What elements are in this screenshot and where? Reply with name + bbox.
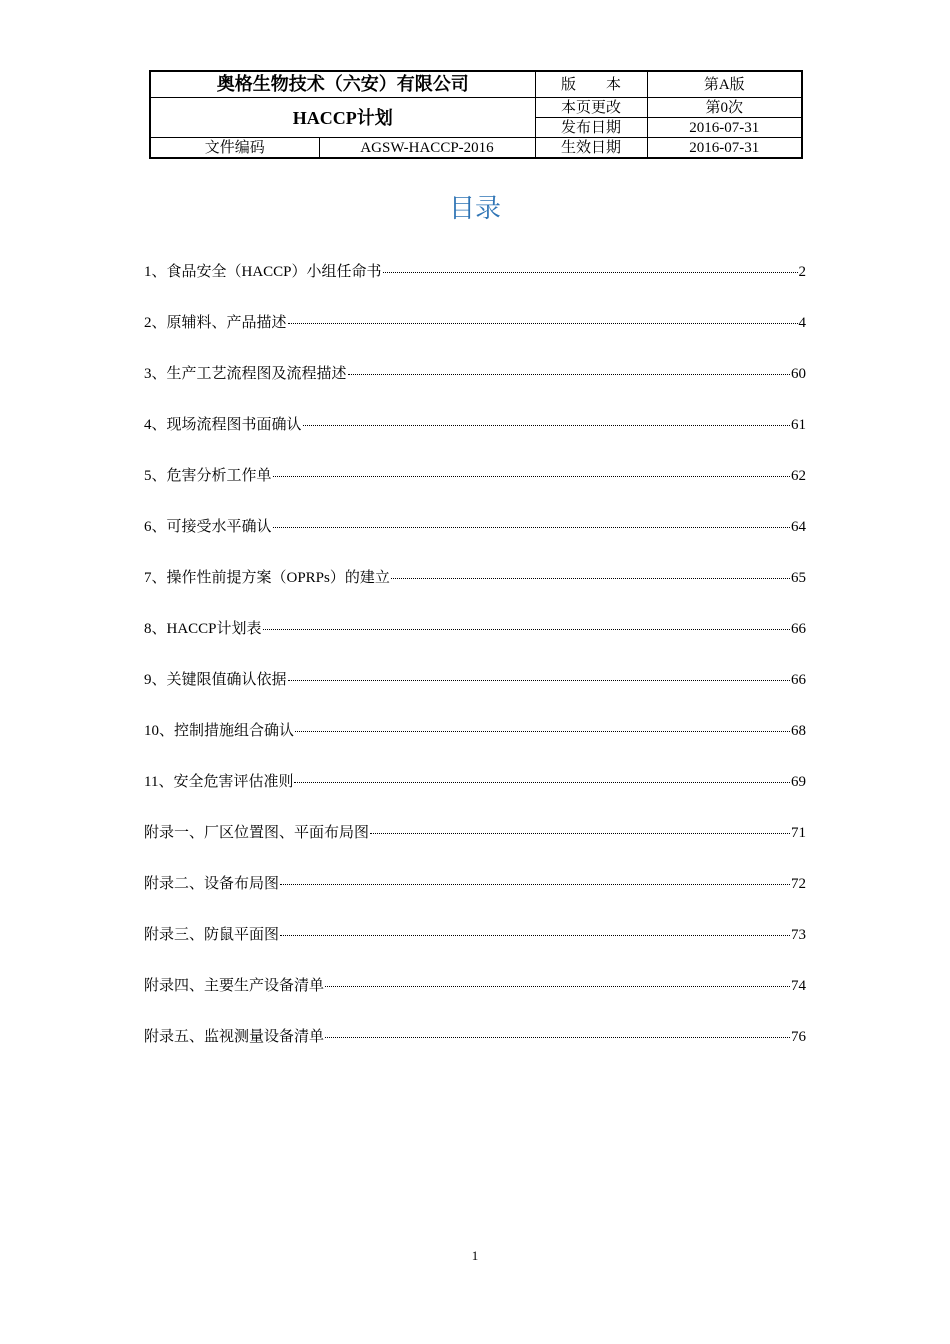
toc-entry[interactable] [144,974,806,1025]
effective-date-value: 2016-07-31 [647,138,802,159]
toc-entry-page: 60 [791,366,806,382]
toc-entry-page: 71 [791,825,806,841]
effective-date-label: 生效日期 [535,138,647,159]
doc-code-label: 文件编码 [150,138,319,159]
toc-entry[interactable] [144,1025,806,1076]
toc-dot-leader [273,476,790,477]
toc-entry[interactable] [144,260,806,311]
toc-entry-label: 8、HACCP计划表 [144,621,262,637]
toc-entry[interactable] [144,821,806,872]
toc-entry-page: 74 [791,978,806,994]
toc-entry-page: 69 [791,774,806,790]
toc-dot-leader [280,884,790,885]
toc-title: 目录 [448,194,501,224]
toc-entry-page: 2 [798,264,806,280]
toc-entry-page: 62 [791,468,806,484]
toc-dot-leader [263,629,790,630]
toc-entry-label: 附录四、主要生产设备清单 [144,978,325,994]
revision-value: 第0次 [647,98,802,118]
toc-entry-label: 2、原辅料、产品描述 [144,315,287,331]
toc-dot-leader [288,680,790,681]
page-number: 1 [471,1248,479,1263]
toc-entry[interactable] [144,413,806,464]
toc-entry-page: 76 [791,1029,806,1045]
toc-dot-leader [280,935,790,936]
toc-dot-leader [348,374,790,375]
toc-entry-label: 附录二、设备布局图 [144,876,280,892]
toc-dot-leader [391,578,790,579]
toc-entry[interactable] [144,668,806,719]
toc-dot-leader [288,323,798,324]
toc-entry-label: 附录一、厂区位置图、平面布局图 [144,825,370,841]
toc-dot-leader [325,986,790,987]
toc-entry-label: 3、生产工艺流程图及流程描述 [144,366,347,382]
doc-code-value: AGSW-HACCP-2016 [319,138,535,159]
toc-entry-label: 11、安全危害评估准则 [144,774,294,790]
toc-dot-leader [294,782,790,783]
toc-entry[interactable] [144,515,806,566]
toc-entry-page: 4 [798,315,806,331]
toc-entry-label: 附录五、监视测量设备清单 [144,1029,325,1045]
issue-date-value: 2016-07-31 [647,118,802,138]
toc-entry[interactable] [144,719,806,770]
company-name: 奥格生物技术（六安）有限公司 [150,71,535,98]
toc-entry[interactable] [144,362,806,413]
toc-entry-label: 1、食品安全（HACCP）小组任命书 [144,264,382,280]
toc-entry[interactable] [144,566,806,617]
revision-label: 本页更改 [535,98,647,118]
toc-entry-page: 65 [791,570,806,586]
toc-entry-label: 附录三、防鼠平面图 [144,927,280,943]
toc-entry-label: 7、操作性前提方案（OPRPs）的建立 [144,570,390,586]
toc-entry-page: 61 [791,417,806,433]
toc-entry[interactable] [144,311,806,362]
toc-entry-label: 6、可接受水平确认 [144,519,272,535]
toc-dot-leader [295,731,790,732]
toc-entry[interactable] [144,923,806,974]
toc-entry[interactable] [144,464,806,515]
toc-dot-leader [273,527,790,528]
table-of-contents [144,260,806,1076]
toc-entry-page: 66 [791,621,806,637]
toc-entry-label: 4、现场流程图书面确认 [144,417,302,433]
toc-dot-leader [370,833,790,834]
toc-entry[interactable] [144,872,806,923]
issue-date-label: 发布日期 [535,118,647,138]
toc-entry[interactable] [144,770,806,821]
version-label: 版 本 [535,71,647,98]
toc-dot-leader [383,272,798,273]
plan-title: HACCP计划 [150,98,535,138]
toc-entry-label: 9、关键限值确认依据 [144,672,287,688]
version-value: 第A版 [647,71,802,98]
toc-entry-page: 64 [791,519,806,535]
toc-entry-label: 10、控制措施组合确认 [144,723,295,739]
toc-dot-leader [325,1037,790,1038]
document-header-table [149,70,803,159]
toc-entry-page: 68 [791,723,806,739]
toc-entry-page: 73 [791,927,806,943]
toc-dot-leader [303,425,790,426]
toc-entry-page: 66 [791,672,806,688]
toc-entry-label: 5、危害分析工作单 [144,468,272,484]
toc-entry-page: 72 [791,876,806,892]
toc-entry[interactable] [144,617,806,668]
